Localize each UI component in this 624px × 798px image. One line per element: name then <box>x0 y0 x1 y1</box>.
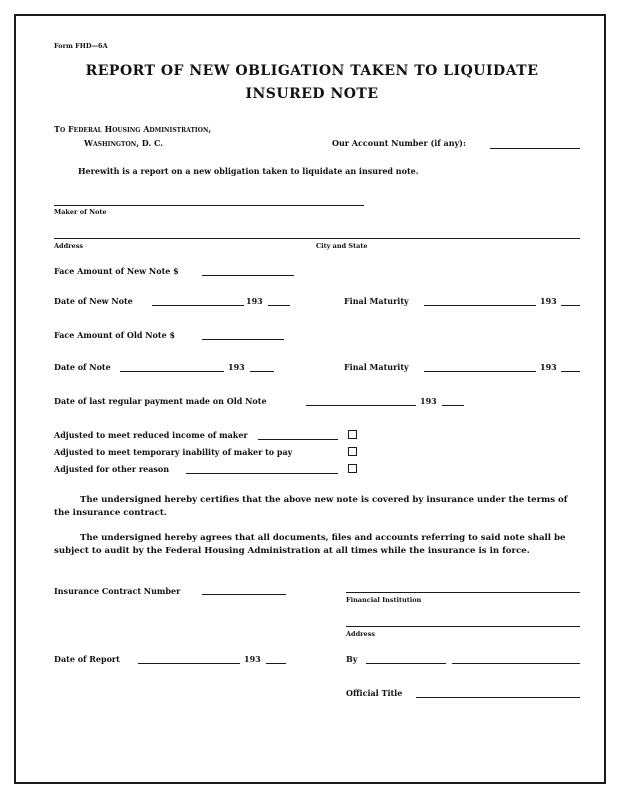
date-new-note-year-prefix: 193 <box>246 296 263 306</box>
date-new-note-year-field[interactable] <box>268 305 290 306</box>
last-payment-label: Date of last regular payment made on Old Note <box>54 396 267 406</box>
last-payment-year-field[interactable] <box>442 405 464 406</box>
contract-number-label: Insurance Contract Number <box>54 586 181 596</box>
date-note-label: Date of Note <box>54 362 111 372</box>
final-maturity-year-field-2[interactable] <box>561 371 580 372</box>
last-payment-year-prefix: 193 <box>420 396 437 406</box>
last-payment-field[interactable] <box>306 405 416 406</box>
adjustment-label-other: Adjusted for other reason <box>54 464 170 474</box>
adjustment-label-temporary: Adjusted to meet temporary inability of maker to pay <box>54 447 293 457</box>
intro-text: Herewith is a report on a new obligation taken to liquidate an insured note. <box>78 166 419 176</box>
addressee-line-1: To Federal Housing Administration, <box>54 124 212 134</box>
institution-address-label: Address <box>346 630 376 638</box>
adjustment-checkbox-income[interactable] <box>348 430 357 439</box>
adjustment-leader-other <box>186 473 338 474</box>
final-maturity-year-field-1[interactable] <box>561 305 580 306</box>
face-old-note-label: Face Amount of Old Note $ <box>54 330 176 340</box>
official-title-field[interactable] <box>416 697 580 698</box>
face-new-note-field[interactable] <box>202 275 294 276</box>
final-maturity-field-1[interactable] <box>424 305 536 306</box>
account-number-label: Our Account Number (if any): <box>332 138 466 148</box>
institution-address-field[interactable] <box>346 626 580 627</box>
final-maturity-label-2: Final Maturity <box>344 362 409 372</box>
certification-text: The undersigned hereby certifies that the above new note is covered by insurance under the terms of the insurance contract. <box>54 495 568 518</box>
maker-of-note-label: Maker of Note <box>54 208 107 216</box>
adjustment-label-income: Adjusted to meet reduced income of maker <box>54 430 248 440</box>
financial-institution-field[interactable] <box>346 592 580 593</box>
audit-text: The undersigned hereby agrees that all documents, files and accounts referring to said note shall be subject to audit by the Federal Housing Administration at all times while the insurance is in force. <box>54 533 566 556</box>
date-new-note-label: Date of New Note <box>54 296 133 306</box>
audit-paragraph <box>54 532 582 558</box>
date-of-report-year-field[interactable] <box>266 663 286 664</box>
date-note-year-field[interactable] <box>250 371 274 372</box>
final-maturity-field-2[interactable] <box>424 371 536 372</box>
date-new-note-field[interactable] <box>152 305 244 306</box>
by-label: By <box>346 654 358 664</box>
date-note-year-prefix: 193 <box>228 362 245 372</box>
date-of-report-label: Date of Report <box>54 654 120 664</box>
form-title-line-1: REPORT OF NEW OBLIGATION TAKEN TO LIQUIDATE <box>85 63 539 79</box>
adjustment-checkbox-other[interactable] <box>348 464 357 473</box>
financial-institution-label: Financial Institution <box>346 596 422 604</box>
adjustment-checkbox-temporary[interactable] <box>348 447 357 456</box>
date-of-report-field[interactable] <box>138 663 240 664</box>
maker-of-note-field[interactable] <box>54 205 364 206</box>
address-label: Address <box>54 242 84 250</box>
date-note-field[interactable] <box>120 371 224 372</box>
account-number-field[interactable] <box>490 148 580 149</box>
final-maturity-label-1: Final Maturity <box>344 296 409 306</box>
adjustment-leader-income <box>258 439 338 440</box>
form-number: Form FHD—6A <box>54 42 108 50</box>
final-maturity-year-prefix-1: 193 <box>540 296 557 306</box>
official-title-label: Official Title <box>346 688 403 698</box>
addressee-line-2: Washington, D. C. <box>84 138 164 148</box>
contract-number-field[interactable] <box>202 594 286 595</box>
final-maturity-year-prefix-2: 193 <box>540 362 557 372</box>
date-of-report-year-prefix: 193 <box>244 654 261 664</box>
by-field-1[interactable] <box>366 663 446 664</box>
address-field[interactable] <box>54 238 580 239</box>
face-old-note-field[interactable] <box>202 339 284 340</box>
form-title-line-2: INSURED NOTE <box>245 86 379 102</box>
city-state-label: City and State <box>316 242 368 250</box>
certification-paragraph <box>54 494 582 520</box>
face-new-note-label: Face Amount of New Note $ <box>54 266 179 276</box>
by-field-2[interactable] <box>452 663 580 664</box>
